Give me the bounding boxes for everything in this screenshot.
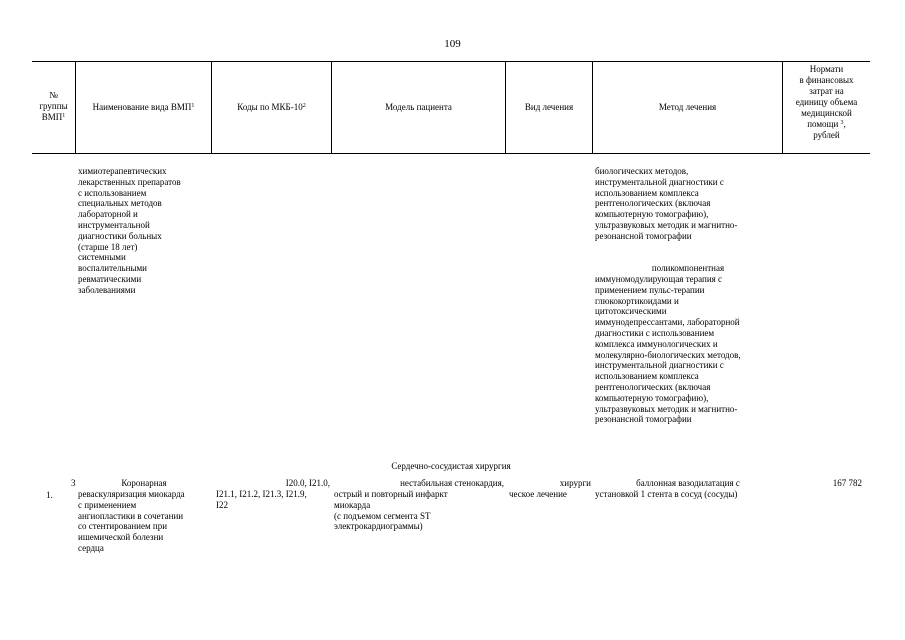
row-treatment-type: ческое лечение <box>509 489 567 499</box>
row-treatment-method-first: баллонная вазодилатация с <box>636 478 740 488</box>
row-icd-codes: I21.1, I21.2, I21.3, I21.9, I22 <box>216 489 307 510</box>
continuation-method-1: биологических методов, инструментальной диагностики с использованием комплекса рентгенологических (включая компьютерную томографию), ультразвуковых методик и магнитно- резонансной томографии <box>595 166 738 241</box>
row-vmp-name: реваскуляризация миокарда с применением ангиопластики в сочетании со стентированием при ишемической болезни сердца <box>78 489 185 553</box>
continuation-vmp-name: химиотерапевтических лекарственных препаратов с использованием специальных методов лабораторной и инструментальной диагностики больных (старше 18 лет) системными воспалительными ревматическими заболеваниями <box>78 166 181 295</box>
header-icd-codes: Коды по МКБ-$10^2$ <box>237 102 306 112</box>
header-financial-norm: Нормати в финансовых затрат на единицу объема медицинской помощи $^3$, рублей <box>795 64 858 140</box>
row-vmp-name-first: Коронарная <box>121 478 167 488</box>
section-title: Сердечно-сосудистая хирургия <box>391 461 511 471</box>
header-top-border <box>32 61 870 62</box>
header-treatment-type: Вид лечения <box>524 102 574 112</box>
row-patient-model-first: нестабильная стенокардия, <box>400 478 504 488</box>
header-vmp-name: Наименование вида ВМП$^1$ <box>92 102 195 112</box>
row-group-index: 1. <box>46 490 53 500</box>
header-patient-model: Модель пациента <box>385 102 452 112</box>
row-patient-model: острый и повторный инфаркт миокарда (с подъемом сегмента ST электрокардиограммы) <box>334 489 448 532</box>
continuation-method-2: иммуномодулирующая терапия с применением пульс-терапии глюкокортикоидами и цитотоксическими иммунодепрессантами, лабораторной диагностики с использованием комплекса иммунологических и молекулярно-биологических методов, инструментальной диагностики с использованием комплекса рентгенологических (включая компьютерную томографию), ультразвуковых методик и магнитно- резонансной томографии <box>595 274 741 425</box>
row-icd-codes-first: I20.0, I21.0, <box>285 478 330 488</box>
row-treatment-method: установкой 1 стента в сосуд (сосуды) <box>595 489 738 499</box>
header-group-number: № группы ВМП$^1$ <box>39 90 68 122</box>
row-group-number: 3 <box>71 478 76 488</box>
header-treatment-method: Метод лечения <box>658 102 717 112</box>
continuation-method-2-first: поликомпонентная <box>651 263 725 273</box>
header-bottom-border <box>32 153 870 154</box>
row-financial-norm: 167 782 <box>832 478 862 488</box>
row-treatment-type-first: хирурги <box>559 478 591 488</box>
page-number: 109 <box>444 38 461 50</box>
